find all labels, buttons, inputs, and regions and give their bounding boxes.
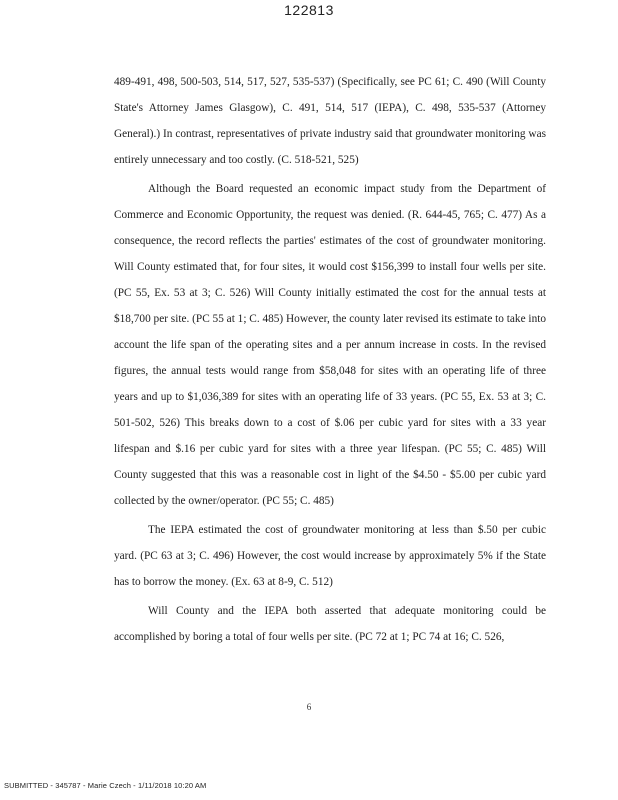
page-body xyxy=(114,69,546,650)
paragraph-cost-estimates: Although the Board requested an economic impact study from the Department of Commerce and Economic Opportunity, the request was denied. (R. 644-45, 765; C. 477) As a consequence, the record reflects the parties' estimates of the cost of groundwater monitoring. Will County estimated that, for four sites, it would cost $156,399 to install four wells per site. (PC 55, Ex. 53 at 3; C. 526) Will County initially estimated the cost for the annual tests at $18,700 per site. (PC 55 at 1; C. 485) However, the county later revised its estimate to take into account the life span of the operating sites and a per annum increase in costs. In the revised figures, the annual tests would range from $58,048 for sites with an operating life of three years and up to $1,036,389 for sites with an operating life of 33 years. (PC 55, Ex. 53 at 3; C. 501-502, 526) This breaks down to a cost of $.06 per cubic yard for sites with a 33 year lifespan and $.16 per cubic yard for sites with a three year lifespan. (PC 55; C. 485) Will County suggested that this was a reasonable cost in light of the $4.50 - $5.00 per cubic yard collected by the owner/operator. (PC 55; C. 485) xyxy=(114,183,546,507)
submission-stamp: SUBMITTED - 345787 - Marie Czech - 1/11/2018 10:20 AM xyxy=(4,781,207,790)
paragraph-iepa-estimate: The IEPA estimated the cost of groundwater monitoring at less than $.50 per cubic yard. (PC 63 at 3; C. 496) However, the cost would increase by approximately 5% if the State has to borrow the money. (Ex. 63 at 8-9, C. 512) xyxy=(114,524,546,588)
paragraph-monitoring-wells: Will County and the IEPA both asserted that adequate monitoring could be accomplished by boring a total of four wells per site. (PC 72 at 1; PC 74 at 16; C. 526, xyxy=(114,605,546,643)
page-number: 6 xyxy=(306,702,312,712)
paragraph-continuation: 489-491, 498, 500-503, 514, 517, 527, 535-537) (Specifically, see PC 61; C. 490 (Will County State's Attorney James Glasgow), C. 491, 514, 517 (IEPA), C. 498, 535-537 (Attorney General).) In contrast, representatives of private industry said that groundwater monitoring was entirely unnecessary and too costly. (C. 518-521, 525) xyxy=(114,76,546,166)
document-id: 122813 xyxy=(284,2,334,18)
